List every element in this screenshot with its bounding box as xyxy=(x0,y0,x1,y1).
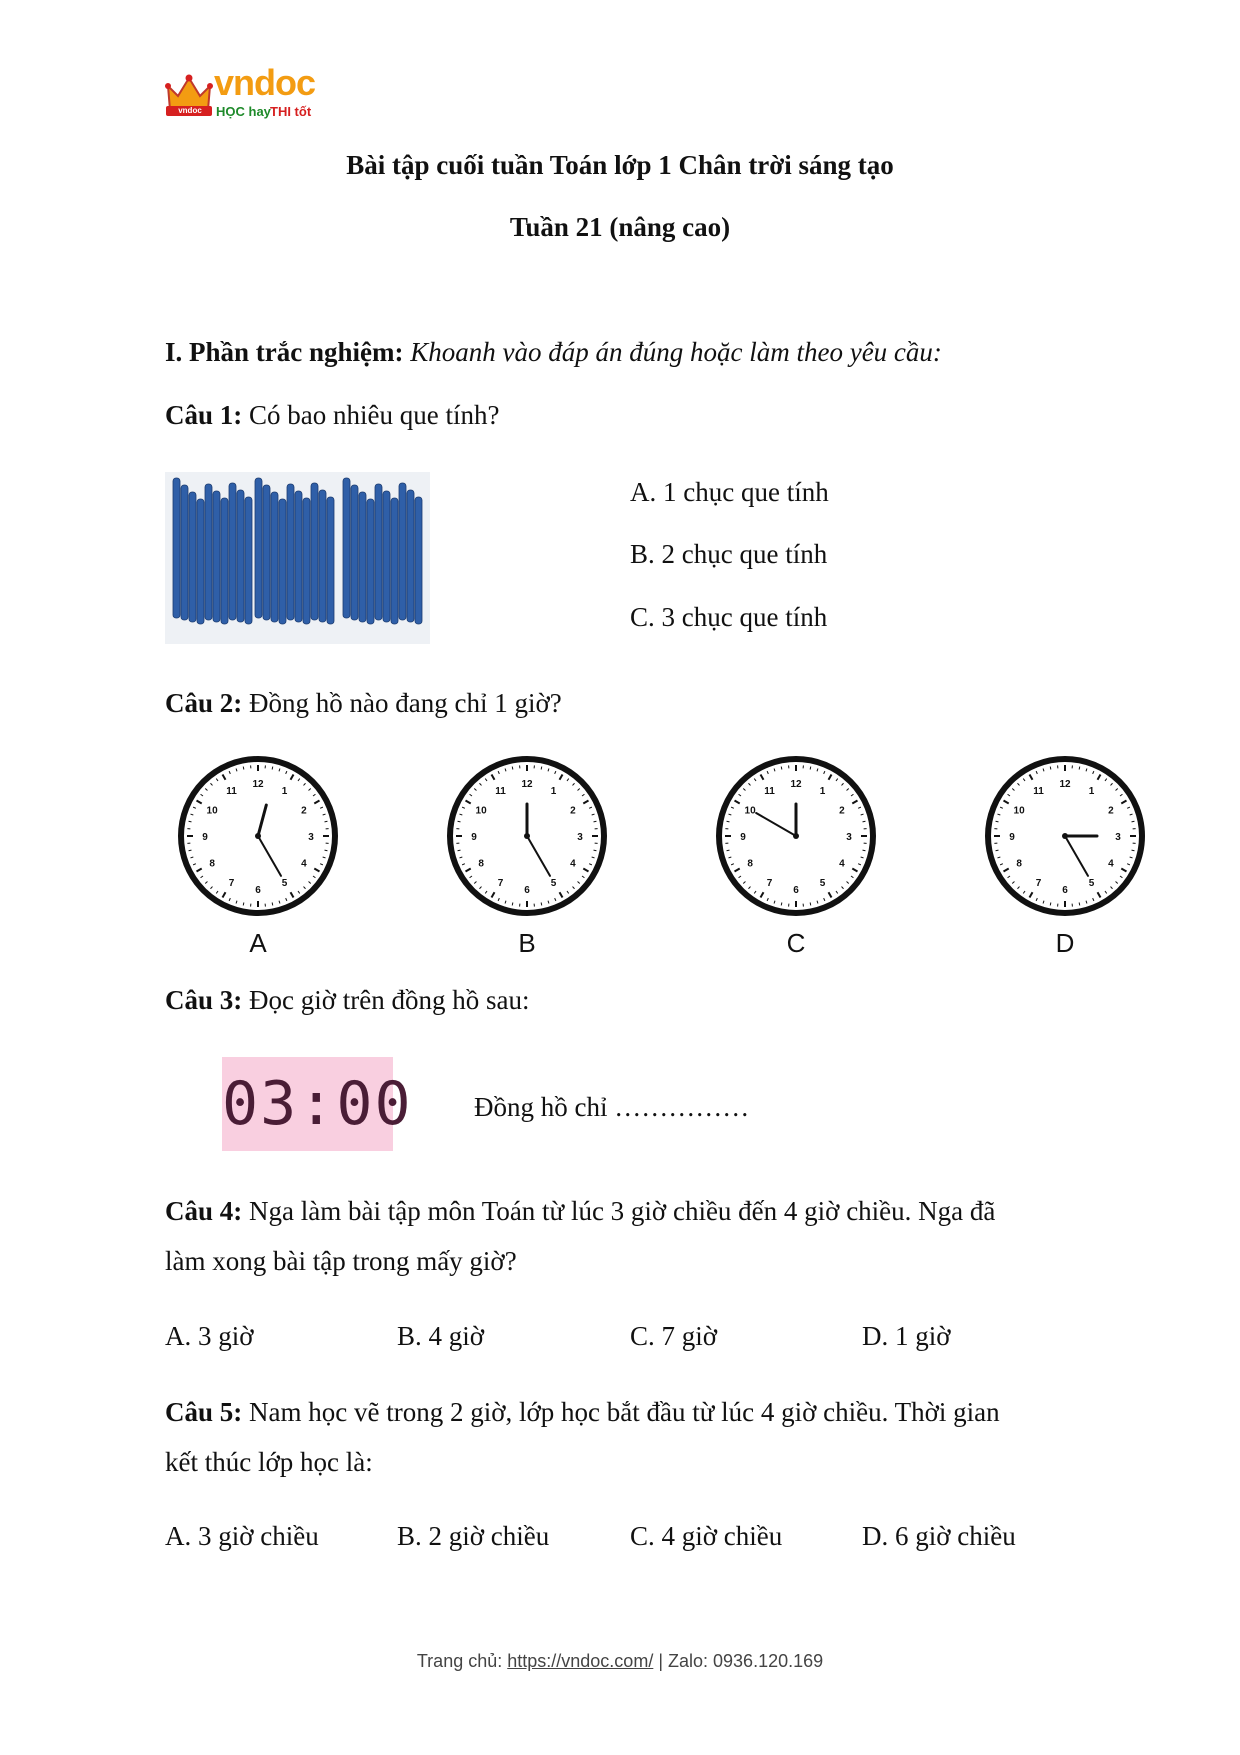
counting-stick xyxy=(173,478,180,618)
question-4-option-a[interactable]: A. 3 giờ xyxy=(165,1321,254,1351)
clock-number: 6 xyxy=(524,885,530,896)
question-1-option-b[interactable]: B. 2 chục que tính xyxy=(630,539,828,569)
footer-suffix: | Zalo: 0936.120.169 xyxy=(653,1651,824,1671)
clock-number: 2 xyxy=(570,805,576,817)
clock-number: 8 xyxy=(1016,858,1022,870)
clock-center xyxy=(793,833,799,839)
clock-number: 4 xyxy=(570,858,576,870)
clock-number: 3 xyxy=(1115,832,1121,843)
question-4-text-2: làm xong bài tập trong mấy giờ? xyxy=(165,1246,517,1276)
question-4 xyxy=(165,1196,995,1227)
clock-number: 10 xyxy=(475,805,487,817)
question-5-text-2: kết thúc lớp học là: xyxy=(165,1447,373,1477)
clock-center xyxy=(524,833,530,839)
clock-number: 4 xyxy=(839,858,845,870)
question-4-label: Câu 4: xyxy=(165,1196,243,1226)
clock-tick xyxy=(1050,903,1051,906)
counting-stick xyxy=(375,484,382,620)
question-1-text: Có bao nhiêu que tính? xyxy=(249,400,500,430)
clock-number: 12 xyxy=(252,779,264,790)
clock-letter-c: C xyxy=(786,928,806,958)
clock-d[interactable] xyxy=(975,746,1155,926)
question-2 xyxy=(165,688,562,719)
clock-tick xyxy=(243,903,244,906)
counting-stick xyxy=(327,497,334,624)
question-1 xyxy=(165,400,499,431)
counting-stick xyxy=(351,485,358,620)
question-3-answer[interactable]: Đồng hồ chỉ …………… xyxy=(474,1092,750,1122)
clock-tick xyxy=(272,903,273,906)
clock-number: 2 xyxy=(1108,805,1114,817)
section-instruction: Khoanh vào đáp án đúng hoặc làm theo yêu cầu: xyxy=(410,337,942,367)
clock-number: 9 xyxy=(740,832,746,843)
clock-tick xyxy=(325,821,328,822)
footer-link[interactable]: https://vndoc.com/ xyxy=(507,1651,654,1671)
question-4-option-d[interactable]: D. 1 giờ xyxy=(862,1321,951,1351)
clock-number: 4 xyxy=(1108,858,1114,870)
clock-number: 8 xyxy=(747,858,753,870)
page-subtitle: Tuần 21 (nâng cao) xyxy=(509,212,731,242)
clock-tick xyxy=(863,821,866,822)
clock-number: 12 xyxy=(1059,779,1071,790)
clock-number: 5 xyxy=(819,877,826,889)
clock-number: 1 xyxy=(281,786,288,798)
clock-tick xyxy=(594,821,597,822)
counting-stick xyxy=(399,483,406,620)
clock-number: 2 xyxy=(839,805,845,817)
section-label: I. Phần trắc nghiệm: xyxy=(165,337,404,367)
clock-number: 9 xyxy=(471,832,477,843)
counting-stick xyxy=(343,478,350,618)
question-4-text-1: Nga làm bài tập môn Toán từ lúc 3 giờ chiều đến 4 giờ chiều. Nga đã xyxy=(249,1196,996,1226)
clock-number: 4 xyxy=(301,858,307,870)
clock-tick xyxy=(781,903,782,906)
clock-tick xyxy=(810,767,811,770)
page-title: Bài tập cuối tuần Toán lớp 1 Chân trời sáng tạo xyxy=(346,150,894,180)
vndoc-logo[interactable] xyxy=(164,62,324,124)
counting-stick xyxy=(245,497,252,624)
clock-tick xyxy=(1079,767,1080,770)
clock-number: 2 xyxy=(301,805,307,817)
question-3-text: Đọc giờ trên đồng hồ sau: xyxy=(249,985,530,1015)
clock-tick xyxy=(325,850,328,851)
clock-tick xyxy=(541,903,542,906)
clock-tick xyxy=(727,821,730,822)
clock-c[interactable] xyxy=(706,746,886,926)
clock-number: 12 xyxy=(790,779,802,790)
question-5-option-a[interactable]: A. 3 giờ chiều xyxy=(165,1521,319,1551)
clock-center xyxy=(255,833,261,839)
counting-stick xyxy=(189,492,196,622)
question-5-text-1: Nam học vẽ trong 2 giờ, lớp học bắt đầu từ lúc 4 giờ chiều. Thời gian xyxy=(249,1397,1000,1427)
clock-number: 7 xyxy=(497,877,504,889)
clock-tick xyxy=(863,850,866,851)
clock-tick xyxy=(189,821,192,822)
counting-stick xyxy=(359,492,366,622)
clock-number: 7 xyxy=(766,877,773,889)
question-1-option-a[interactable]: A. 1 chục que tính xyxy=(630,477,829,507)
clock-tick xyxy=(512,903,513,906)
clock-number: 6 xyxy=(793,885,799,896)
clock-number: 1 xyxy=(1088,786,1095,798)
section-heading xyxy=(165,337,942,368)
clock-number: 9 xyxy=(1009,832,1015,843)
clock-number: 3 xyxy=(308,832,314,843)
question-5-option-c[interactable]: C. 4 giờ chiều xyxy=(630,1521,783,1551)
clock-number: 11 xyxy=(764,786,775,798)
question-1-label: Câu 1: xyxy=(165,400,243,430)
clock-number: 10 xyxy=(744,805,756,817)
counting-stick xyxy=(407,490,414,622)
question-4-option-b[interactable]: B. 4 giờ xyxy=(397,1321,485,1351)
question-5-label: Câu 5: xyxy=(165,1397,243,1427)
clock-number: 1 xyxy=(550,786,557,798)
counting-stick xyxy=(255,478,262,618)
question-5-option-d[interactable]: D. 6 giờ chiều xyxy=(862,1521,1016,1551)
clock-letter-a: A xyxy=(249,928,267,958)
clock-number: 3 xyxy=(577,832,583,843)
counting-stick xyxy=(205,484,212,620)
question-3-label: Câu 3: xyxy=(165,985,243,1015)
counting-stick xyxy=(229,483,236,620)
clock-number: 6 xyxy=(1062,885,1068,896)
digital-clock xyxy=(222,1057,413,1151)
clock-number: 11 xyxy=(1033,786,1044,798)
clock-number: 1 xyxy=(819,786,826,798)
counting-stick xyxy=(197,499,204,624)
clock-tick xyxy=(189,850,192,851)
clock-tick xyxy=(996,821,999,822)
clock-number: 10 xyxy=(206,805,218,817)
counting-stick xyxy=(311,483,318,620)
counting-stick xyxy=(287,484,294,620)
clock-number: 8 xyxy=(209,858,215,870)
counting-stick xyxy=(391,498,398,624)
clock-number: 3 xyxy=(846,832,852,843)
clock-number: 8 xyxy=(478,858,484,870)
page-footer xyxy=(0,1651,1240,1672)
counting-stick xyxy=(213,491,220,622)
counting-sticks-image xyxy=(165,472,430,644)
clock-tick xyxy=(272,767,273,770)
clock-tick xyxy=(541,767,542,770)
clock-number: 5 xyxy=(1088,877,1095,889)
counting-stick xyxy=(181,485,188,620)
clock-tick xyxy=(727,850,730,851)
clock-number: 5 xyxy=(281,877,288,889)
counting-stick xyxy=(415,497,422,624)
clock-tick xyxy=(243,767,244,770)
counting-stick xyxy=(319,490,326,622)
clock-tick xyxy=(781,767,782,770)
question-5-option-b[interactable]: B. 2 giờ chiều xyxy=(397,1521,550,1551)
clock-number: 12 xyxy=(521,779,533,790)
logo-brand: vndoc xyxy=(214,62,316,103)
clock-number: 10 xyxy=(1013,805,1025,817)
clock-tick xyxy=(1132,821,1135,822)
clock-number: 9 xyxy=(202,832,208,843)
footer-prefix: Trang chủ: xyxy=(416,1651,508,1671)
clock-number: 5 xyxy=(550,877,557,889)
question-2-text: Đồng hồ nào đang chỉ 1 giờ? xyxy=(249,688,562,718)
counting-stick xyxy=(303,498,310,624)
clock-tick xyxy=(458,821,461,822)
question-2-label: Câu 2: xyxy=(165,688,243,718)
logo-badge: vndoc xyxy=(178,106,202,115)
clock-number: 6 xyxy=(255,885,261,896)
clock-number: 11 xyxy=(495,786,506,798)
clock-number: 11 xyxy=(226,786,237,798)
question-3 xyxy=(165,985,530,1016)
clock-letter-b: B xyxy=(518,928,536,958)
clock-tick xyxy=(594,850,597,851)
clock-b[interactable] xyxy=(437,746,617,926)
digital-clock-time: 03:00 xyxy=(222,1069,413,1139)
clock-number: 7 xyxy=(228,877,235,889)
question-4-option-c[interactable]: C. 7 giờ xyxy=(630,1321,718,1351)
clock-tick xyxy=(996,850,999,851)
question-1-option-c[interactable]: C. 3 chục que tính xyxy=(630,602,828,632)
clock-number: 7 xyxy=(1035,877,1042,889)
counting-stick xyxy=(367,499,374,624)
clock-tick xyxy=(810,903,811,906)
clock-tick xyxy=(1079,903,1080,906)
counting-stick xyxy=(263,485,270,620)
clock-tick xyxy=(512,767,513,770)
clock-tick xyxy=(1132,850,1135,851)
counting-stick xyxy=(237,490,244,622)
clock-center xyxy=(1062,833,1068,839)
clock-a[interactable] xyxy=(168,746,348,926)
clock-letter-d: D xyxy=(1055,928,1075,958)
counting-stick xyxy=(221,498,228,624)
counting-stick xyxy=(271,492,278,622)
counting-stick xyxy=(279,499,286,624)
clock-tick xyxy=(1050,767,1051,770)
counting-stick xyxy=(383,491,390,622)
logo-tagline-2: THI tốt xyxy=(270,104,312,119)
logo-tagline-1: HỌC hay xyxy=(216,104,271,119)
clock-tick xyxy=(458,850,461,851)
counting-stick xyxy=(295,491,302,622)
question-5 xyxy=(165,1397,1000,1428)
